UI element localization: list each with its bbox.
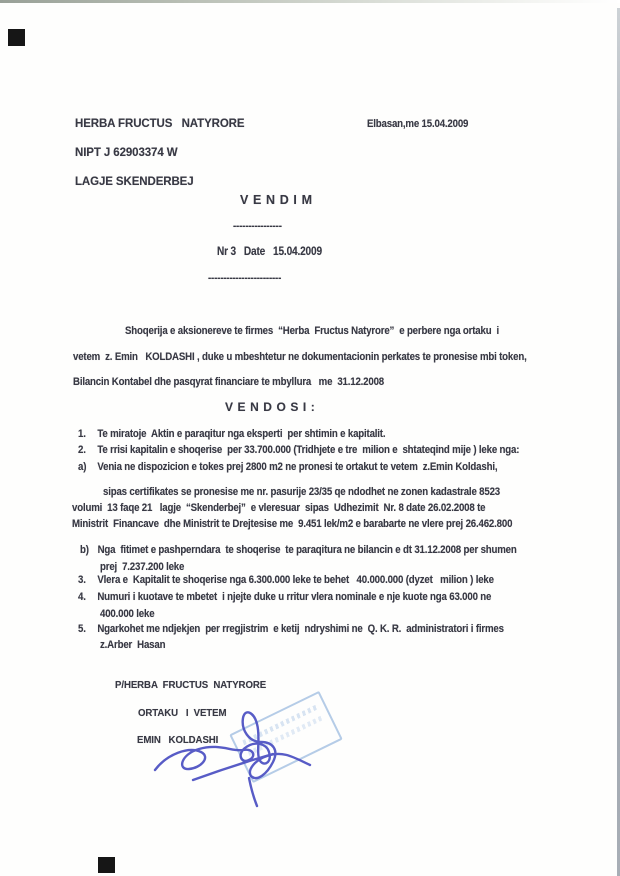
signer-role: ORTAKU I VETEM: [138, 707, 227, 719]
list-item-1: [78, 427, 385, 441]
district-line: LAGJE SKENDERBEJ: [75, 176, 194, 188]
certificate-line: sipas certifikates se pronesise me nr. pasurije 23/35 qe ndodhet ne zonen kadastrale 8523: [103, 486, 501, 498]
list-marker: 2.: [78, 444, 86, 456]
list-item-5-continuation: z.Arber Hasan: [100, 639, 166, 651]
intro-line: vetem z. Emin KOLDASHI , duke u mbeshtetur ne dokumentacionin perkates te pronesise mbi token,: [73, 351, 527, 363]
list-marker: 5.: [78, 623, 86, 635]
list-marker: 4.: [78, 591, 86, 603]
list-text: Venia ne dispozicion e tokes prej 2800 m2 ne pronesi te ortakut te vetem z.Emin Koldashi,: [97, 461, 498, 473]
list-item-b: [80, 543, 517, 557]
list-item-3: [78, 573, 494, 587]
certificate-line: volumi 13 faqe 21 lagje “Skenderbej” e vleresuar sipas Udhezimit Nr. 8 date 26.02.2008 te: [72, 502, 486, 514]
list-item-a: [78, 460, 497, 474]
list-text: Vlera e Kapitalit te shoqerise nga 6.300.000 leke te behet 40.000.000 (dyzet milion ) leke: [97, 574, 494, 586]
divider-long: ------------------------: [208, 272, 282, 284]
company-name: HERBA FRUCTUS NATYRORE: [75, 118, 245, 130]
scan-edge-top: [0, 0, 620, 3]
nipt-number: NIPT J 62903374 W: [75, 147, 178, 159]
place-and-date: Elbasan,me 15.04.2009: [367, 118, 469, 130]
list-marker: a): [78, 461, 87, 473]
list-item-5: [78, 622, 504, 636]
list-text: Ngarkohet me ndjekjen per rregjistrim e ketij ndryshimi ne Q. K. R. administratori i firmes: [97, 623, 504, 635]
list-marker: 1.: [78, 428, 86, 440]
list-marker: 3.: [78, 574, 86, 586]
list-item-4: [78, 590, 491, 604]
resolves-heading: V E N D O S I :: [225, 400, 316, 414]
list-text: Nga fitimet e pashperndara te shoqerise te paraqitura ne bilancin e dt 31.12.2008 per shumen: [97, 544, 517, 556]
list-item-b-continuation: prej 7.237.200 leke: [100, 561, 185, 573]
decision-title: V E N D I M: [240, 193, 313, 207]
certificate-line: Ministrit Financave dhe Ministrit te Drejtesise me 9.451 lek/m2 e barabarte ne vlere prej 26.462.800: [72, 518, 513, 530]
intro-line: Shoqerija e aksionereve te firmes “Herba Fructus Natyrore” e perbere nga ortaku i: [125, 325, 499, 337]
signer-name: EMIN KOLDASHI: [137, 734, 219, 746]
decision-ref-line: Nr 3 Date 15.04.2009: [217, 246, 322, 258]
intro-line: Bilancin Kontabel dhe pasqyrat financiare te mbyllura me 31.12.2008: [73, 376, 385, 388]
list-text: Te miratoje Aktin e paraqitur nga eksperti per shtimin e kapitalit.: [97, 428, 386, 440]
list-text: Numuri i kuotave te mbetet i njejte duke u rritur vlera nominale e nje kuote nga 63.000 ne: [97, 591, 492, 603]
list-item-4-continuation: 400.000 leke: [100, 608, 155, 620]
handwritten-signature: [145, 688, 375, 828]
on-behalf-line: P/HERBA FRUCTUS NATYRORE: [115, 679, 267, 691]
list-marker: b): [80, 544, 89, 556]
scan-mark-square-top: [8, 29, 25, 46]
scan-mark-square-bottom: [98, 857, 115, 873]
divider-short: ----------------: [233, 220, 282, 232]
list-item-2: [78, 443, 519, 457]
list-text: Te rrisi kapitalin e shoqerise per 33.700.000 (Tridhjete e tre milion e shtateqind mije ) leke nga:: [97, 444, 520, 456]
